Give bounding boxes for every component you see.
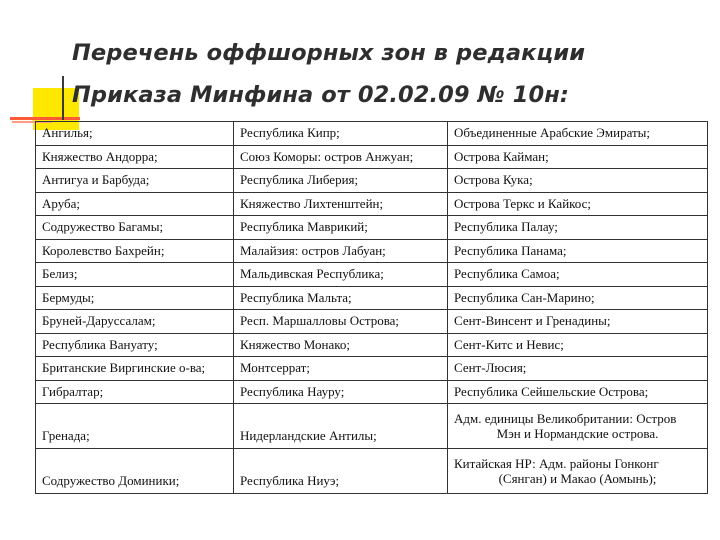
table-cell: Княжество Андорра; bbox=[36, 145, 234, 169]
table-cell: Республика Ниуэ; bbox=[234, 449, 448, 494]
cell-line: Мэн и Нормандские острова. bbox=[496, 426, 659, 441]
table-cell: Княжество Монако; bbox=[234, 333, 448, 357]
table-row bbox=[36, 380, 708, 404]
table-cell: Республика Мальта; bbox=[234, 286, 448, 310]
table-cell: Республика Либерия; bbox=[234, 169, 448, 193]
table-cell: Содружество Багамы; bbox=[36, 216, 234, 240]
table-cell: Сент-Люсия; bbox=[448, 357, 708, 381]
table-row bbox=[36, 333, 708, 357]
table-cell: Сент-Китс и Невис; bbox=[448, 333, 708, 357]
table-body bbox=[36, 122, 708, 494]
table-cell: Республика Самоа; bbox=[448, 263, 708, 287]
table-cell: Монтсеррат; bbox=[234, 357, 448, 381]
table-cell: Белиз; bbox=[36, 263, 234, 287]
table-cell: Острова Кука; bbox=[448, 169, 708, 193]
table-row bbox=[36, 357, 708, 381]
table-cell: Ангилья; bbox=[36, 122, 234, 146]
table-cell bbox=[448, 404, 708, 449]
cell-line: (Сянган) и Макао (Аомынь); bbox=[498, 471, 657, 486]
offshore-zones-table bbox=[35, 121, 708, 494]
table-cell: Малайзия: остров Лабуан; bbox=[234, 239, 448, 263]
title-line-1: Перечень оффшорных зон в редакции bbox=[72, 40, 586, 66]
table-row bbox=[36, 404, 708, 449]
table-row bbox=[36, 169, 708, 193]
table-row bbox=[36, 216, 708, 240]
table-cell: Союз Коморы: остров Анжуан; bbox=[234, 145, 448, 169]
table-cell: Республика Сан-Марино; bbox=[448, 286, 708, 310]
table-cell: Острова Кайман; bbox=[448, 145, 708, 169]
table-cell: Княжество Лихтенштейн; bbox=[234, 192, 448, 216]
table-cell: Республика Кипр; bbox=[234, 122, 448, 146]
table-cell: Мальдивская Республика; bbox=[234, 263, 448, 287]
table-cell bbox=[448, 449, 708, 494]
decorative-red-line bbox=[10, 117, 80, 120]
table-row bbox=[36, 192, 708, 216]
table-cell: Гибралтар; bbox=[36, 380, 234, 404]
page-title bbox=[72, 32, 692, 116]
table-cell: Острова Теркс и Кайкос; bbox=[448, 192, 708, 216]
table-cell: Королевство Бахрейн; bbox=[36, 239, 234, 263]
table-cell: Антигуа и Барбуда; bbox=[36, 169, 234, 193]
table-cell: Респ. Маршалловы Острова; bbox=[234, 310, 448, 334]
table-cell: Республика Вануату; bbox=[36, 333, 234, 357]
table-row bbox=[36, 239, 708, 263]
table-cell: Республика Сейшельские Острова; bbox=[448, 380, 708, 404]
table-row bbox=[36, 286, 708, 310]
table-cell: Республика Маврикий; bbox=[234, 216, 448, 240]
table-cell: Содружество Доминики; bbox=[36, 449, 234, 494]
table-cell: Республика Панама; bbox=[448, 239, 708, 263]
table-cell: Бруней-Даруссалам; bbox=[36, 310, 234, 334]
table-cell: Британские Виргинские о-ва; bbox=[36, 357, 234, 381]
title-line-2: Приказа Минфина от 02.02.09 № 10н: bbox=[72, 82, 569, 108]
table-cell: Республика Науру; bbox=[234, 380, 448, 404]
table-row bbox=[36, 310, 708, 334]
table-cell: Гренада; bbox=[36, 404, 234, 449]
table-row bbox=[36, 145, 708, 169]
table-cell: Нидерландские Антилы; bbox=[234, 404, 448, 449]
cell-line: Адм. единицы Великобритании: Остров bbox=[454, 411, 677, 426]
table-cell: Бермуды; bbox=[36, 286, 234, 310]
table-row bbox=[36, 122, 708, 146]
decorative-vertical-line bbox=[62, 76, 64, 120]
table-cell: Сент-Винсент и Гренадины; bbox=[448, 310, 708, 334]
cell-line: Китайская НР: Адм. районы Гонконг bbox=[454, 456, 659, 471]
table-cell: Объединенные Арабские Эмираты; bbox=[448, 122, 708, 146]
table-cell: Республика Палау; bbox=[448, 216, 708, 240]
table-cell: Аруба; bbox=[36, 192, 234, 216]
table-row bbox=[36, 263, 708, 287]
table-row bbox=[36, 449, 708, 494]
